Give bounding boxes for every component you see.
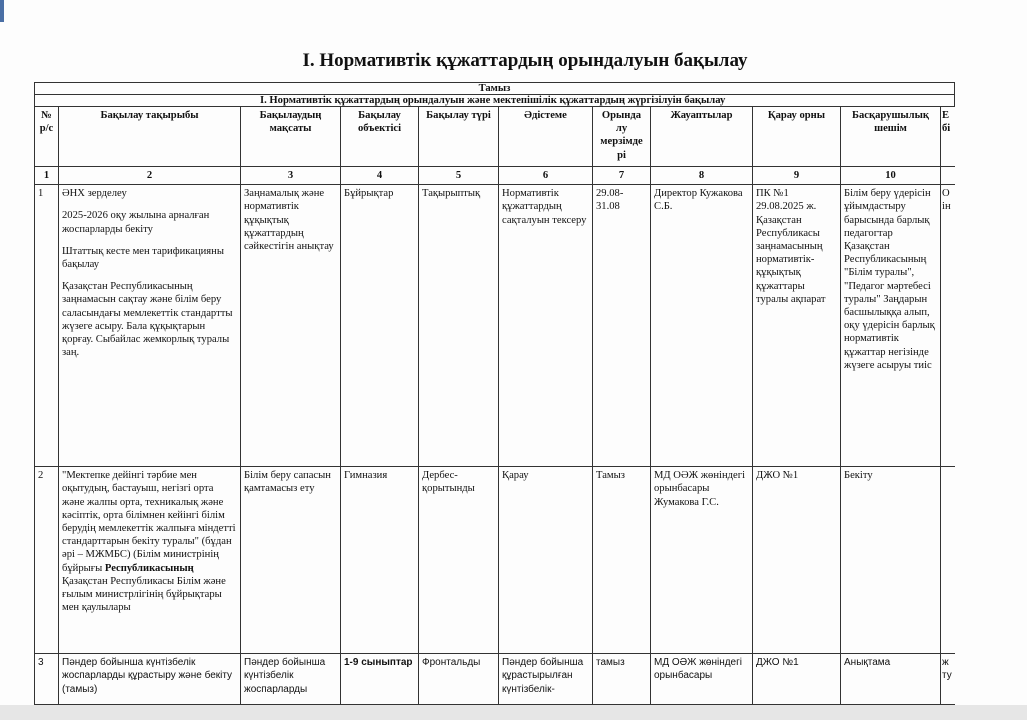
method-cell: Қарау [499,467,593,654]
venue-cell: ДЖО №1 [753,467,841,654]
col-number: 2 [59,167,241,185]
col-number: 7 [593,167,651,185]
page-bottom-edge [0,705,1027,720]
object-cell: Бұйрықтар [341,185,419,467]
purpose-cell: Білім беру сапасын қамтамасыз ету [241,467,341,654]
object-cell: 1-9 сыныптар [341,654,419,705]
col-header: Бақылау түрі [419,107,499,167]
purpose-cell: Заңнамалық және нормативтік құқықтық құжаттардың сәйкестігін анықтау [241,185,341,467]
topic-cell [59,467,241,654]
section-row: I. Нормативтік құжаттардың орындалуын және мектепішілік құжаттардың жүргізілуін бақылау [35,95,955,107]
table-row [35,654,955,705]
topic-cell: Пәндер бойынша күнтізбелік жоспарларды құрастыру және бекіту (тамыз) [59,654,241,705]
col-header: № р/с [35,107,59,167]
page-title: I. Нормативтік құжаттардың орындалуын бақылау [302,50,748,71]
deadline-cell: тамыз [593,654,651,705]
month-row: Тамыз [35,83,955,95]
responsible-cell: МД ОӘЖ жөніндегі орынбасары [651,654,753,705]
col-number: 10 [841,167,941,185]
deadline-cell: 29.08-31.08 [593,185,651,467]
col-header: Әдістеме [499,107,593,167]
topic-line: Қазақстан Республикасының заңнамасын сақтау және білім беру саласындағы мемлекеттік стандартты жүзеге асыру. Бала құқықтарын қорғау. Сыбайлас жемкорлық туралы заң. [62,281,233,359]
extra-cell: ж ту [941,654,955,705]
type-cell: Тақырыптық [419,185,499,467]
col-header: Басқарушылық шешім [841,107,941,167]
object-cell: Гимназия [341,467,419,654]
method-cell: Пәндер бойынша құрастырылған күнтізбелік- [499,654,593,705]
col-number: 3 [241,167,341,185]
type-cell: Дербес-қорытынды [419,467,499,654]
row-number: 2 [35,467,59,654]
topic-text: Қазақстан Республикасы Білім және ғылым министрлігінің бұйрықтары мен қаулылары [62,575,226,614]
row-number: 1 [35,185,59,467]
decision-cell: Білім беру үдерісін ұйымдастыру барысында барлық педагогтар Қазақстан Республикасының "Білім туралы", "Педагог мәртебесі туралы" Заңдарын басшылыққа алып, оқу үдерісін барлық нормативтік құжаттар негізінде жүзеге асыруы тиіс [841,185,941,467]
table-row [35,185,955,467]
col-header: Орында лу мерзімде рі [593,107,651,167]
col-header: Жауаптылар [651,107,753,167]
col-number: 5 [419,167,499,185]
table-row [35,467,955,654]
col-number: 9 [753,167,841,185]
topic-line: ӘНХ зерделеу [62,188,127,200]
deadline-cell: Тамыз [593,467,651,654]
column-number-row [35,167,955,185]
topic-line: 2025-2026 оқу жылына арналған жоспарларды бекіту [62,210,210,235]
responsible-cell: МД ОӘЖ жөніндегі орынбасары Жумакова Г.С. [651,467,753,654]
topic-cell [59,185,241,467]
control-plan-table [34,82,955,705]
purpose-cell: Пәндер бойынша күнтізбелік жоспарларды [241,654,341,705]
header-row [35,107,955,167]
col-header: Бақылау объектісі [341,107,419,167]
extra-cell: О ін [941,185,955,467]
col-header: Бақылаудың мақсаты [241,107,341,167]
topic-bold-text: Республикасының [104,562,194,574]
col-number: 8 [651,167,753,185]
col-number: 1 [35,167,59,185]
venue-cell: ПК №1 29.08.2025 ж. Қазақстан Республикасы заңнамасының нормативтік-құқықтық құжаттары туралы ақпарат [753,185,841,467]
col-header: Бақылау тақырыбы [59,107,241,167]
topic-text: "Мектепке дейінгі тәрбие мен оқытудың, бастауыш, негізгі орта және жалпы орта, техникалық және кәсіптік, орта білімнен кейінгі білім берудің мемлекеттік жалпыға міндетті стандарттарын бекіту туралы" (бұдан әрі – МЖМБС) (Білім министрінің бұйрығы [62,470,236,574]
method-cell: Нормативтік құжаттардың сақталуын тексеру [499,185,593,467]
extra-cell [941,467,955,654]
col-number: 4 [341,167,419,185]
topic-line: Штаттық кесте мен тарификацияны бақылау [62,245,224,271]
venue-cell: ДЖО №1 [753,654,841,705]
type-cell: Фронтальды [419,654,499,705]
col-number [941,167,955,185]
decision-cell: Бекіту [841,467,941,654]
window-edge [0,0,4,22]
col-header: Қарау орны [753,107,841,167]
decision-cell: Анықтама [841,654,941,705]
row-number: 3 [35,654,59,705]
responsible-cell: Директор Кужакова С.Б. [651,185,753,467]
col-header: Е бі [941,107,955,167]
col-number: 6 [499,167,593,185]
